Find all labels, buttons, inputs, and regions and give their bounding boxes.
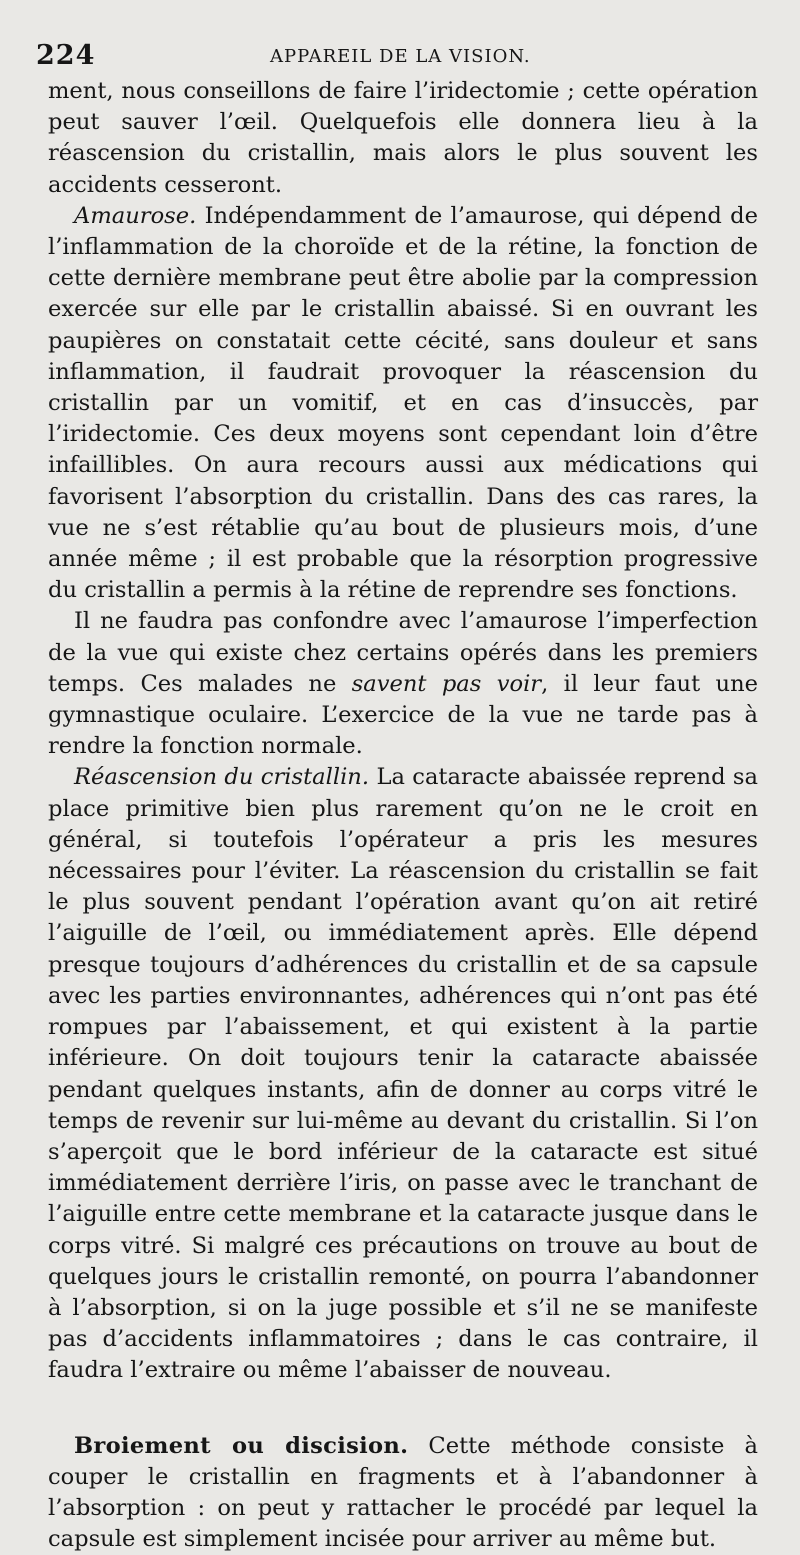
paragraph-imperfection [48,606,758,762]
paragraph-text: ment, nous conseillons de faire l’iridectomie ; cette opération peut sauver l’œil. Quelquefois elle donnera lieu à la réascension du cristallin, mais alors le plus souvent les accidents cesseront. [48,78,758,198]
page-number: 224 [36,40,96,71]
paragraph-text: , il leur faut une gymnastique oculaire. L’exercice de la vue ne tarde pas à rendre la fonction normale. [48,670,758,760]
paragraph-heading: Réascension du cristallin. [74,764,370,791]
paragraph-text: La cataracte abaissée reprend sa place primitive bien plus rarement qu’on ne le croit en général, si toutefois l’opérateur a pris les mesures nécessaires pour l’éviter. La réascension du cristallin se fait le plus souvent pendant l’opération avant qu’on ait retiré l’aiguille de l’œil, ou immédiatement après. Elle dépend presque toujours d’adhérences du cristallin et de sa capsule avec les parties environnantes, adhérences qui n’ont pas été rompues par l’abaissement, et qui existent à la partie inférieure. On doit toujours tenir la cataracte abaissée pendant quelques instants, afin de donner au corps vitré le temps de revenir sur lui-même au devant du cristallin. Si l’on s’aperçoit que le bord inférieur de la cataracte est situé immédiatement derrière l’iris, on passe avec le tranchant de l’aiguille entre cette membrane et la cataracte jusque dans le corps vitré. Si malgré ces précautions on trouve au bout de quelques jours le cristallin remonté, on pourra l’abandonner à l’absorption, si on la juge possible et s’il ne se manifeste pas d’accidents inflammatoires ; dans le cas contraire, il faudra l’extraire ou même l’abaisser de nouveau. [48,764,758,1384]
paragraph-text: Indépendamment de l’amaurose, qui dépend de l’inflammation de la choroïde et de la rétine, la fonction de cette dernière membrane peut être abolie par la compression exercée sur elle par le cristallin abaissé. Si en ouvrant les paupières on constatait cette cécité, sans douleur et sans inflammation, il faudrait provoquer la réascension du cristallin par un vomitif, et en cas d’insuccès, par l’iridectomie. Ces deux moyens sont cependant loin d’être infaillibles. On aura recours aussi aux médications qui favorisent l’absorption du cristallin. Dans des cas rares, la vue ne s’est rétablie qu’au bout de plusieurs mois, d’une année même ; il est probable que la résorption progressive du cristallin a permis à la rétine de reprendre ses fonctions. [48,202,758,604]
paragraph-amaurose [48,201,758,607]
paragraph-reascension [48,762,758,1386]
italic-phrase: savent pas voir [351,670,542,697]
section-heading: Broiement ou discision. [74,1432,409,1459]
page-header [36,36,758,76]
paragraph-broiement [48,1431,758,1555]
paragraph-heading: Amaurose. [74,202,197,229]
paragraph-continuation [48,76,758,201]
running-title: APPAREIL DE LA VISION. [270,46,531,67]
section-gap [48,1387,758,1431]
paragraph-text: Cette méthode consiste à couper le cristallin en fragments et à l’abandonner à l’absorption : on peut y rattacher le procédé par lequel la capsule est simplement incisée pour arriver au même but. [48,1432,758,1553]
paragraph-text: Il ne faudra pas confondre avec l’amaurose l’imperfection de la vue qui existe chez certains opérés dans les premiers temps. Ces malades ne [48,608,758,697]
